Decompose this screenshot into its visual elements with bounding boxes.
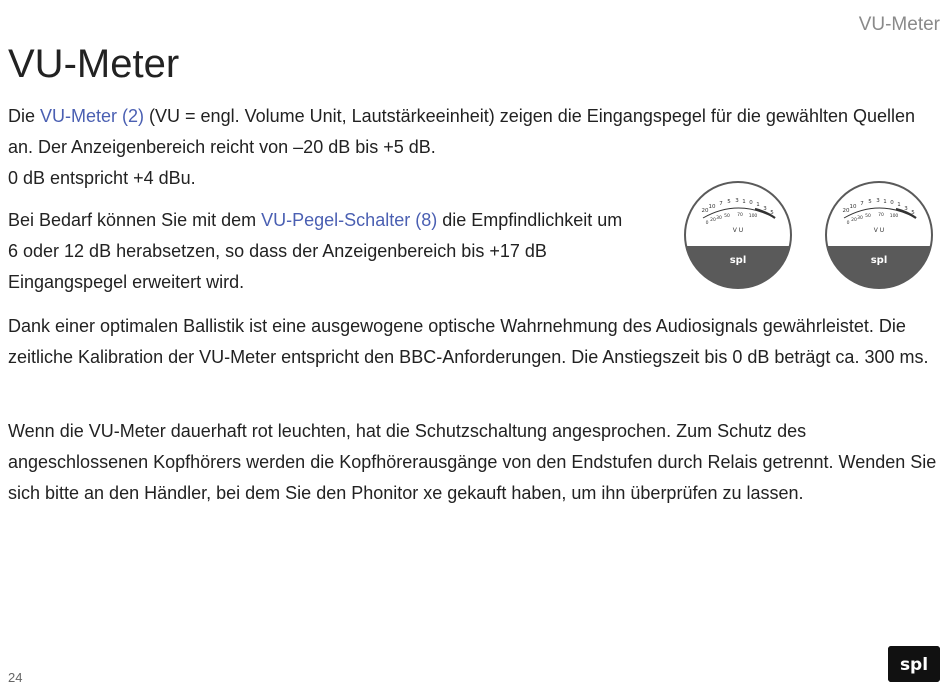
scale-label: 3 — [735, 198, 739, 204]
scale-label: 5 — [868, 199, 872, 205]
vu-meter-left-illustration — [683, 180, 793, 290]
percent-label: 70 — [737, 213, 743, 218]
percent-label: 70 — [878, 213, 884, 218]
percent-label: 0 — [705, 221, 709, 226]
meter-brand-label: spl — [729, 255, 747, 266]
scale-label: 5 — [727, 199, 731, 205]
scale-label: 1 — [742, 199, 746, 205]
vu-label: V U — [732, 227, 744, 234]
vu-label: V U — [873, 227, 885, 234]
paragraph-vu-intro — [8, 101, 938, 194]
logo-text: spl — [899, 655, 929, 675]
p1-text-line2: 0 dB entspricht +4 dBu. — [8, 168, 196, 188]
vu-level-switch-link[interactable]: VU-Pegel-Schalter (8) — [261, 210, 438, 230]
running-head: VU-Meter — [858, 14, 940, 35]
percent-label: 100 — [748, 214, 758, 219]
scale-label: 1 — [883, 199, 887, 205]
scale-label: 0 — [890, 200, 894, 206]
percent-label: 50 — [724, 214, 730, 219]
scale-label: 3 — [904, 206, 908, 212]
scale-label: 1 — [897, 202, 901, 208]
scale-label: 3 — [763, 206, 767, 212]
p1-text-end: (VU = engl. Volume Unit, Lautstärkeeinheit) zeigen die Eingangspegel für die gewählten Quellen an. Der Anzeigenbereich reicht von –20 dB bis +5 dB. — [8, 106, 916, 157]
vu-meter-link[interactable]: VU-Meter (2) — [40, 106, 145, 126]
p2-text-start: Bei Bedarf können Sie mit dem — [8, 210, 262, 230]
scale-label: 7 — [860, 201, 864, 207]
scale-label: 10 — [849, 204, 857, 210]
scale-label: 5 — [770, 210, 774, 216]
scale-label: 5 — [911, 210, 915, 216]
percent-label: 30 — [716, 216, 722, 221]
page-title: VU-Meter — [8, 42, 180, 86]
scale-label: 3 — [876, 198, 880, 204]
percent-label: 20 — [851, 218, 857, 223]
spl-logo — [888, 646, 940, 682]
meter-brand-label: spl — [870, 255, 888, 266]
scale-label: 0 — [749, 200, 753, 206]
scale-label: 10 — [708, 204, 716, 210]
percent-label: 100 — [889, 214, 899, 219]
percent-label: 20 — [710, 218, 716, 223]
paragraph-protection: Wenn die VU-Meter dauerhaft rot leuchten, hat die Schutzschaltung angesprochen. Zum Schutz des angeschlossenen Kopfhörers werden die Kopfhörerausgänge von den Endstufen durch Relais getrennt. Wenden Sie sich bitte an den Händler, bei dem Sie den Phonitor xe gekauft haben, um ihn überprüfen zu lassen. — [8, 421, 937, 503]
p1-text-start: Die — [8, 106, 41, 126]
percent-label: 30 — [857, 216, 863, 221]
p2-text-end: die Empfindlichkeit um 6 oder 12 dB herabsetzen, so dass der Anzeigenbereich bis +17 dB Eingangspegel erweitert wird. — [8, 210, 623, 292]
scale-label: 7 — [719, 201, 723, 207]
scale-label: 20 — [701, 208, 709, 214]
percent-label: 0 — [846, 221, 850, 226]
scale-label: 20 — [842, 208, 850, 214]
paragraph-ballistics: Dank einer optimalen Ballistik ist eine ausgewogene optische Wahrnehmung des Audiosignals gewährleistet. Die zeitliche Kalibration der VU-Meter entspricht den BBC-Anforderungen. Die Anstiegszeit bis 0 dB beträgt ca. 300 ms. — [8, 316, 929, 367]
scale-label: 1 — [756, 202, 760, 208]
page-number: 24 — [8, 670, 23, 685]
percent-label: 50 — [865, 214, 871, 219]
paragraph-sensitivity — [8, 205, 628, 298]
vu-meter-right-illustration — [824, 180, 934, 290]
